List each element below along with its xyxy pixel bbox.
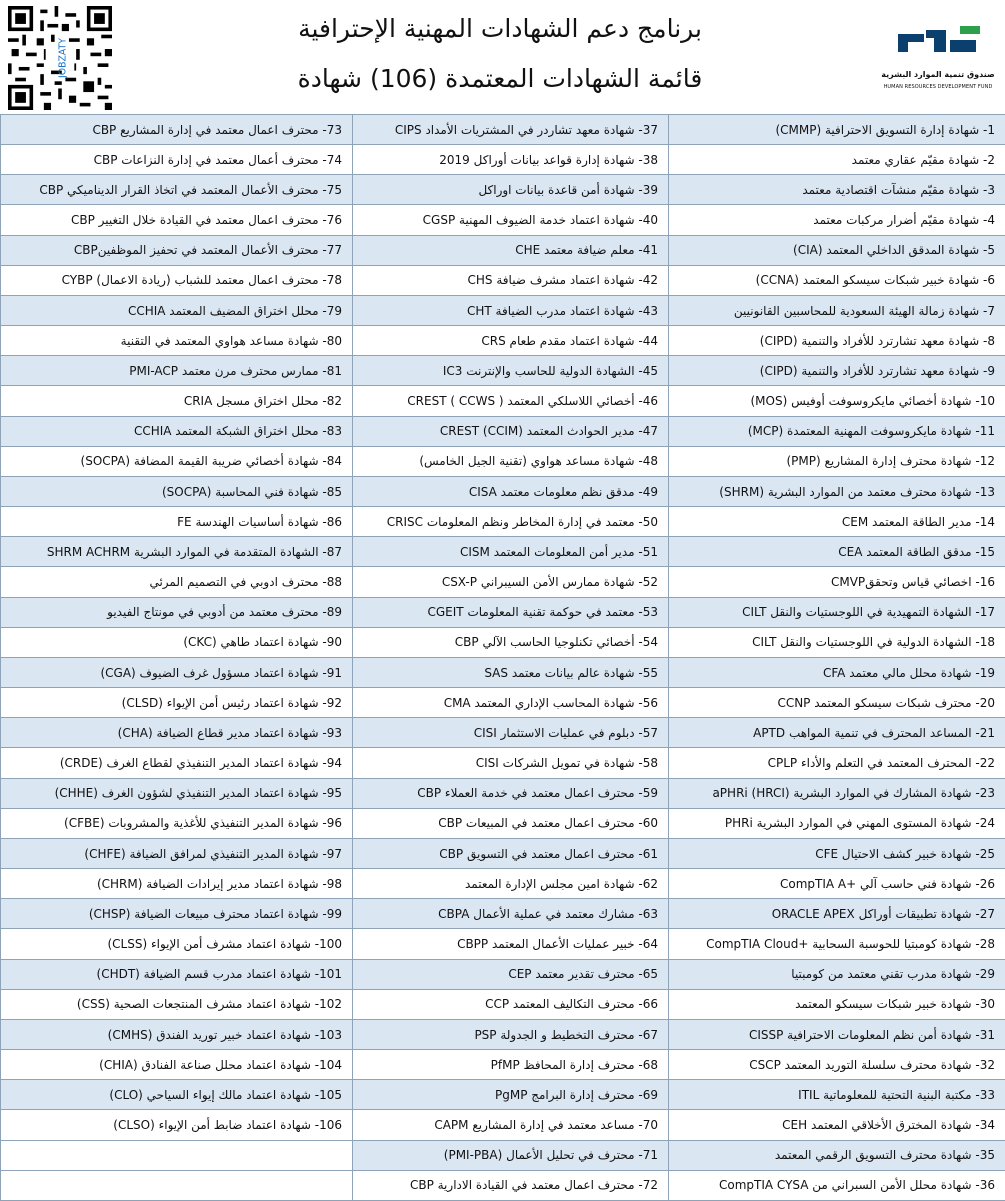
certificates-table [0, 114, 1005, 1201]
certificate-cell: 106- شهادة اعتماد ضابط أمن الإيواء (CLSO) [0, 1110, 352, 1140]
empty-cell [0, 1141, 352, 1171]
certificate-cell: 65- محترف تقدير معتمد CEP [352, 960, 668, 990]
page-title: برنامج دعم الشهادات المهنية الإحترافية [298, 14, 702, 43]
certificate-cell: 28- شهادة كومبتيا للحوسبة السحابية +CompTIA Cloud [668, 929, 1005, 959]
certificate-cell: 38- شهادة إدارة قواعد بيانات أوراكل 2019 [352, 145, 668, 175]
certificate-cell: 64- خبير عمليات الأعمال المعتمد CBPP [352, 929, 668, 959]
certificate-cell: 55- شهادة عالم بيانات معتمد SAS [352, 658, 668, 688]
certificate-cell: 37- شهادة معهد تشاردر في المشتريات الأمداد CIPS [352, 115, 668, 145]
certificate-cell: 49- مدقق نظم معلومات معتمد CISA [352, 477, 668, 507]
certificate-cell: 54- أخصائي تكنلوجيا الحاسب الآلي CBP [352, 628, 668, 658]
certificate-cell: 69- محترف إدارة البرامج PgMP [352, 1080, 668, 1110]
certificate-cell: 100- شهادة اعتماد مشرف أمن الإيواء (CLSS) [0, 929, 352, 959]
certificate-cell: 104- شهادة اعتماد محلل صناعة الفنادق (CHIA) [0, 1050, 352, 1080]
certificate-cell: 29- شهادة مدرب تقني معتمد من كومبتيا [668, 960, 1005, 990]
certificate-cell: 39- شهادة أمن قاعدة بيانات اوراكل [352, 175, 668, 205]
empty-cell [0, 1171, 352, 1201]
certificate-cell: 45- الشهادة الدولية للحاسب والإنترنت IC3 [352, 356, 668, 386]
certificate-cell: 73- محترف اعمال معتمد في إدارة المشاريع CBP [0, 115, 352, 145]
certificate-cell: 53- معتمد في حوكمة تقنية المعلومات CGEIT [352, 598, 668, 628]
certificate-cell: 67- محترف التخطيط و الجدولة PSP [352, 1020, 668, 1050]
certificate-cell: 101- شهادة اعتماد مدرب قسم الضيافة (CHDT) [0, 960, 352, 990]
certificate-cell: 81- ممارس محترف مرن معتمد PMI-ACP [0, 356, 352, 386]
certificate-cell: 61- محترف اعمال معتمد في التسويق CBP [352, 839, 668, 869]
certificate-cell: 42- شهادة اعتماد مشرف ضيافة CHS [352, 266, 668, 296]
certificate-cell: 1- شهادة إدارة التسويق الاحترافية (CMMP) [668, 115, 1005, 145]
qr-code-icon [8, 6, 112, 110]
certificate-cell: 43- شهادة اعتماد مدرب الضيافة CHT [352, 296, 668, 326]
certificate-cell: 8- شهادة معهد تشارترد للأفراد والتنمية (CIPD) [668, 326, 1005, 356]
qr-label: JOBZATY [57, 38, 69, 78]
certificate-cell: 2- شهادة مقيّم عقاري معتمد [668, 145, 1005, 175]
certificate-cell: 68- محترف إدارة المحافظ PfMP [352, 1050, 668, 1080]
certificate-cell: 62- شهادة امين مجلس الإدارة المعتمد [352, 869, 668, 899]
certificate-cell: 84- شهادة أخصائي ضريبة القيمة المضافة (SOCPA) [0, 447, 352, 477]
certificate-cell: 72- محترف اعمال معتمد في القيادة الادارية CBP [352, 1171, 668, 1201]
certificate-cell: 19- شهادة محلل مالي معتمد CFA [668, 658, 1005, 688]
certificate-cell: 103- شهادة اعتماد خبير توريد الفندق (CMHS) [0, 1020, 352, 1050]
certificate-cell: 16- اخصائي قياس وتحققCMVP [668, 567, 1005, 597]
certificate-cell: 85- شهادة فني المحاسبة (SOCPA) [0, 477, 352, 507]
certificate-cell: 90- شهادة اعتماد طاهي (CKC) [0, 628, 352, 658]
certificate-cell: 41- معلم ضيافة معتمد CHE [352, 236, 668, 266]
certificate-cell: 74- محترف أعمال معتمد في إدارة النزاعات CBP [0, 145, 352, 175]
certificate-cell: 78- محترف اعمال معتمد للشباب (ريادة الاعمال) CYBP [0, 266, 352, 296]
certificate-cell: 12- شهادة محترف إدارة المشاريع (PMP) [668, 447, 1005, 477]
certificate-cell: 35- شهادة محترف التسويق الرقمي المعتمد [668, 1141, 1005, 1171]
certificate-cell: 34- شهادة المخترق الأخلاقي المعتمد CEH [668, 1110, 1005, 1140]
certificate-cell: 7- شهادة زمالة الهيئة السعودية للمحاسبين القانونيين [668, 296, 1005, 326]
certificate-cell: 5- شهادة المدقق الداخلي المعتمد (CIA) [668, 236, 1005, 266]
certificate-cell: 50- معتمد في إدارة المخاطر ونظم المعلومات CRISC [352, 507, 668, 537]
certificate-cell: 13- شهادة محترف معتمد من الموارد البشرية (SHRM) [668, 477, 1005, 507]
certificate-cell: 98- شهادة اعتماد مدير إيرادات الضيافة (CHRM) [0, 869, 352, 899]
certificate-cell: 33- مكتبة البنية التحتية للمعلوماتية ITIL [668, 1080, 1005, 1110]
certificate-cell: 14- مدير الطاقة المعتمد CEM [668, 507, 1005, 537]
certificate-cell: 71- محترف في تحليل الأعمال (PMI-PBA) [352, 1141, 668, 1171]
certificate-cell: 76- محترف اعمال معتمد في القيادة خلال التغيير CBP [0, 205, 352, 235]
certificate-cell: 59- محترف اعمال معتمد في خدمة العملاء CBP [352, 779, 668, 809]
certificate-cell: 21- المساعد المحترف في تنمية المواهب APTD [668, 718, 1005, 748]
certificate-cell: 4- شهادة مقيّم أضرار مركبات معتمد [668, 205, 1005, 235]
certificate-cell: 97- شهادة المدير التنفيذي لمرافق الضيافة (CHFE) [0, 839, 352, 869]
certificate-cell: 20- محترف شبكات سيسكو المعتمد CCNP [668, 688, 1005, 718]
certificate-cell: 18- الشهادة الدولية في اللوجستيات والنقل CILT [668, 628, 1005, 658]
certificate-cell: 96- شهادة المدير التنفيذي للأغذية والمشروبات (CFBE) [0, 809, 352, 839]
certificate-cell: 75- محترف الأعمال المعتمد في اتخاذ القرار الديناميكي CBP [0, 175, 352, 205]
certificate-cell: 52- شهادة ممارس الأمن السيبراني CSX-P [352, 567, 668, 597]
certificate-cell: 40- شهادة اعتماد خدمة الضيوف المهنية CGSP [352, 205, 668, 235]
certificate-cell: 17- الشهادة التمهيدية في اللوجستيات والنقل CILT [668, 598, 1005, 628]
certificate-cell: 10- شهادة أخصائي مايكروسوفت أوفيس (MOS) [668, 386, 1005, 416]
certificate-cell: 57- دبلوم في عمليات الاستثمار CISI [352, 718, 668, 748]
certificate-cell: 22- المحترف المعتمد في التعلم والأداء CPLP [668, 748, 1005, 778]
certificate-cell: 46- أخصائي اللاسلكي المعتمد ( CREST ( CCWS [352, 386, 668, 416]
certificate-cell: 92- شهادة اعتماد رئيس أمن الإيواء (CLSD) [0, 688, 352, 718]
certificate-cell: 86- شهادة أساسيات الهندسة FE [0, 507, 352, 537]
certificate-cell: 91- شهادة اعتماد مسؤول غرف الضيوف (CGA) [0, 658, 352, 688]
certificate-cell: 80- شهادة مساعد هواوي المعتمد في التقنية [0, 326, 352, 356]
certificate-cell: 47- مدير الحوادث المعتمد (CREST (CCIM [352, 417, 668, 447]
certificate-cell: 94- شهادة اعتماد المدير التنفيذي لقطاع الغرف (CRDE) [0, 748, 352, 778]
certificate-cell: 30- شهادة خبير شبكات سيسكو المعتمد [668, 990, 1005, 1020]
certificate-cell: 77- محترف الأعمال المعتمد في تحفيز الموظفينCBP [0, 236, 352, 266]
certificate-cell: 102- شهادة اعتماد مشرف المنتجعات الصحية (CSS) [0, 990, 352, 1020]
certificate-cell: 24- شهادة المستوى المهني في الموارد البشرية PHRi [668, 809, 1005, 839]
certificate-cell: 56- شهادة المحاسب الإداري المعتمد CMA [352, 688, 668, 718]
certificate-cell: 25- شهادة خبير كشف الاحتيال CFE [668, 839, 1005, 869]
logo-arabic-text: صندوق تنمية الموارد البشرية [881, 70, 995, 79]
certificate-cell: 63- مشارك معتمد في عملية الأعمال CBPA [352, 899, 668, 929]
certificate-cell: 105- شهادة اعتماد مالك إيواء السياحي (CLO) [0, 1080, 352, 1110]
certificate-cell: 89- محترف معتمد من أدوبي في مونتاج الفيديو [0, 598, 352, 628]
certificate-cell: 99- شهادة اعتماد محترف مبيعات الضيافة (CHSP) [0, 899, 352, 929]
page-subtitle: قائمة الشهادات المعتمدة (106) شهادة [297, 64, 703, 93]
hrdf-logo [880, 22, 996, 100]
certificate-cell: 31- شهادة أمن نظم المعلومات الاحترافية CISSP [668, 1020, 1005, 1050]
certificate-cell: 44- شهادة اعتماد مقدم طعام CRS [352, 326, 668, 356]
certificate-cell: 15- مدقق الطاقة المعتمد CEA [668, 537, 1005, 567]
logo-english-text: HUMAN RESOURCES DEVELOPMENT FUND [883, 84, 993, 90]
certificate-cell: 70- مساعد معتمد في إدارة المشاريع CAPM [352, 1110, 668, 1140]
certificate-cell: 6- شهادة خبير شبكات سيسكو المعتمد (CCNA) [668, 266, 1005, 296]
certificate-cell: 88- محترف ادوبي في التصميم المرئي [0, 567, 352, 597]
certificate-cell: 79- محلل اختراق المضيف المعتمد CCHIA [0, 296, 352, 326]
hrdf-logo-icon [888, 22, 988, 66]
certificate-cell: 26- شهادة فني حاسب آلي +CompTIA A [668, 869, 1005, 899]
certificate-cell: 11- شهادة مايكروسوفت المهنية المعتمدة (MCP) [668, 417, 1005, 447]
certificate-cell: 9- شهادة معهد تشارترد للأفراد والتنمية (CIPD) [668, 356, 1005, 386]
certificate-cell: 23- شهادة المشارك في الموارد البشرية (aPHRi (HRCI [668, 779, 1005, 809]
certificate-cell: 3- شهادة مقيّم منشآت اقتصادية معتمد [668, 175, 1005, 205]
page-header [0, 0, 1005, 113]
certificate-cell: 82- محلل اختراق مسجل CRIA [0, 386, 352, 416]
certificate-cell: 60- محترف اعمال معتمد في المبيعات CBP [352, 809, 668, 839]
certificate-cell: 93- شهادة اعتماد مدير قطاع الضيافة (CHA) [0, 718, 352, 748]
certificate-cell: 32- شهادة محترف سلسلة التوريد المعتمد CSCP [668, 1050, 1005, 1080]
certificate-cell: 95- شهادة اعتماد المدير التنفيذي لشؤون الغرف (CHHE) [0, 779, 352, 809]
certificate-cell: 83- محلل اختراق الشبكة المعتمد CCHIA [0, 417, 352, 447]
certificate-cell: 66- محترف التكاليف المعتمد CCP [352, 990, 668, 1020]
certificate-cell: 58- شهادة في تمويل الشركات CISI [352, 748, 668, 778]
certificate-cell: 27- شهادة تطبيقات أوراكل ORACLE APEX [668, 899, 1005, 929]
certificate-cell: 48- شهادة مساعد هواوي (تقنية الجيل الخامس) [352, 447, 668, 477]
certificate-cell: 87- الشهادة المتقدمة في الموارد البشرية SHRM ACHRM [0, 537, 352, 567]
certificate-cell: 51- مدير أمن المعلومات المعتمد CISM [352, 537, 668, 567]
certificate-cell: 36- شهادة محلل الأمن السبراني من CompTIA CYSA [668, 1171, 1005, 1201]
